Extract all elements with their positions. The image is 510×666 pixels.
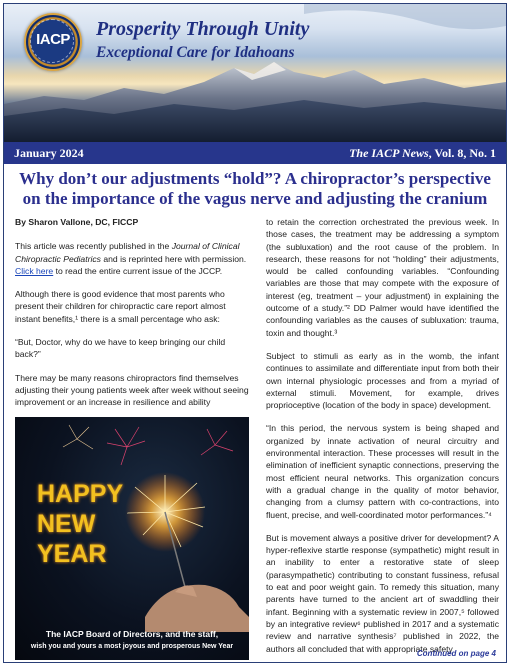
- volume-number: , Vol. 8, No. 1: [428, 146, 496, 160]
- left-column: [15, 216, 249, 420]
- right-paragraph: Subject to stimuli as early as in the womb, the infant continues to assimilate and differentiate input from both their own internal physiologic processes and from a myriad of external stimuli. Movement, for example, drives proprioceptive (location of the body in space) development.: [266, 350, 499, 411]
- left-paragraph: “But, Doctor, why do we have to keep bringing our child back?”: [15, 337, 226, 360]
- intro-post: and is reprinted here with permission.: [100, 253, 247, 264]
- newsletter-page: [3, 3, 507, 663]
- ny-line-3: YEAR: [37, 540, 107, 568]
- journal-name: Journal of Clinical Chiropractic Pediatrics: [15, 241, 240, 264]
- motto: Prosperity Through Unity: [96, 18, 310, 40]
- publication-name: The IACP News: [349, 146, 429, 160]
- right-column: [266, 216, 499, 663]
- issue-number: [349, 146, 496, 161]
- ny-line-1: HAPPY: [37, 480, 124, 508]
- issue-bar: [4, 142, 506, 164]
- right-paragraph: “In this period, the nervous system is being shaped and organized by innate activation of neural circuitry and environmental interaction. These processes will result in the elimination of inefficient synaptic connections, preserving the most efficient neural networks. This organization concurs with a gradual change in the quality of motor behavior, changing from a clumsy pattern with co-contractions, into fluent, precise, and well-coordinated motor performances.”⁴: [266, 423, 499, 520]
- right-paragraph: to retain the correction orchestrated the previous week. In those cases, the treatment may be addressing a symptom (the subluxation) and the root cause of the problem. In research, these reasons for not “holding” their adjustments, would be called confounding variables. “Confounding variables are those that may compete with the exposure of interest (eg, treatment – your adjustment) in explaining the outcome of a study.”² DD Palmer would have identified the confounding variables as the causes of subluxation: trauma, toxin and thought.³: [266, 217, 499, 338]
- left-paragraph: Although there is good evidence that most parents who present their children for chiropractic care report almost instant benefits,¹ there is a small percentage who ask:: [15, 289, 226, 324]
- new-year-image: [15, 417, 249, 660]
- image-caption-1: The IACP Board of Directors, and the staff,: [45, 629, 219, 639]
- header-banner: [4, 4, 506, 142]
- byline: By Sharon Vallone, DC, FICCP: [15, 217, 139, 227]
- right-paragraph: But is movement always a positive driver for development? A hyper-reflexive startle response (sympathetic) might result in an inability to enter a restorative state of sleep (parasympathetic) contributing to constant fussiness, refusal to eat and poor weight gain. To remedy this situation, many parents have turned to the ancient art of swaddling their infant. Beginning with a systematic review in 2007,⁵ followed by an integrative review⁶ published in 2017 and a systematic review and narrative synthesis⁷ published in 2022, the authors all concluded that with appropriate safety: [266, 532, 499, 654]
- intro-pre: This article was recently published in the: [15, 241, 172, 252]
- iacp-logo: [24, 13, 82, 71]
- intro-paragraph: [15, 240, 249, 277]
- intro-end: to read the entire current issue of the JCCP.: [53, 265, 223, 276]
- click-here-link[interactable]: Click here: [15, 265, 54, 276]
- submotto: Exceptional Care for Idahoans: [96, 44, 295, 61]
- ny-line-2: NEW: [37, 510, 96, 538]
- happy-new-year-text: [37, 479, 123, 569]
- continued-on-page[interactable]: Continued on page 4: [416, 649, 496, 658]
- image-caption-2: wish you and yours a most joyous and prosperous New Year: [30, 643, 234, 650]
- issue-date: January 2024: [14, 146, 84, 160]
- left-paragraph: There may be many reasons chiropractors find themselves adjusting their young patients week after week without seeing improvement or an increase in resilience and ability: [15, 372, 249, 408]
- logo-text: IACP: [36, 31, 70, 48]
- article-headline: Why don’t our adjustments “hold”? A chiropractor’s perspective on the importance of the vagus nerve and adjusting the cranium: [19, 169, 491, 208]
